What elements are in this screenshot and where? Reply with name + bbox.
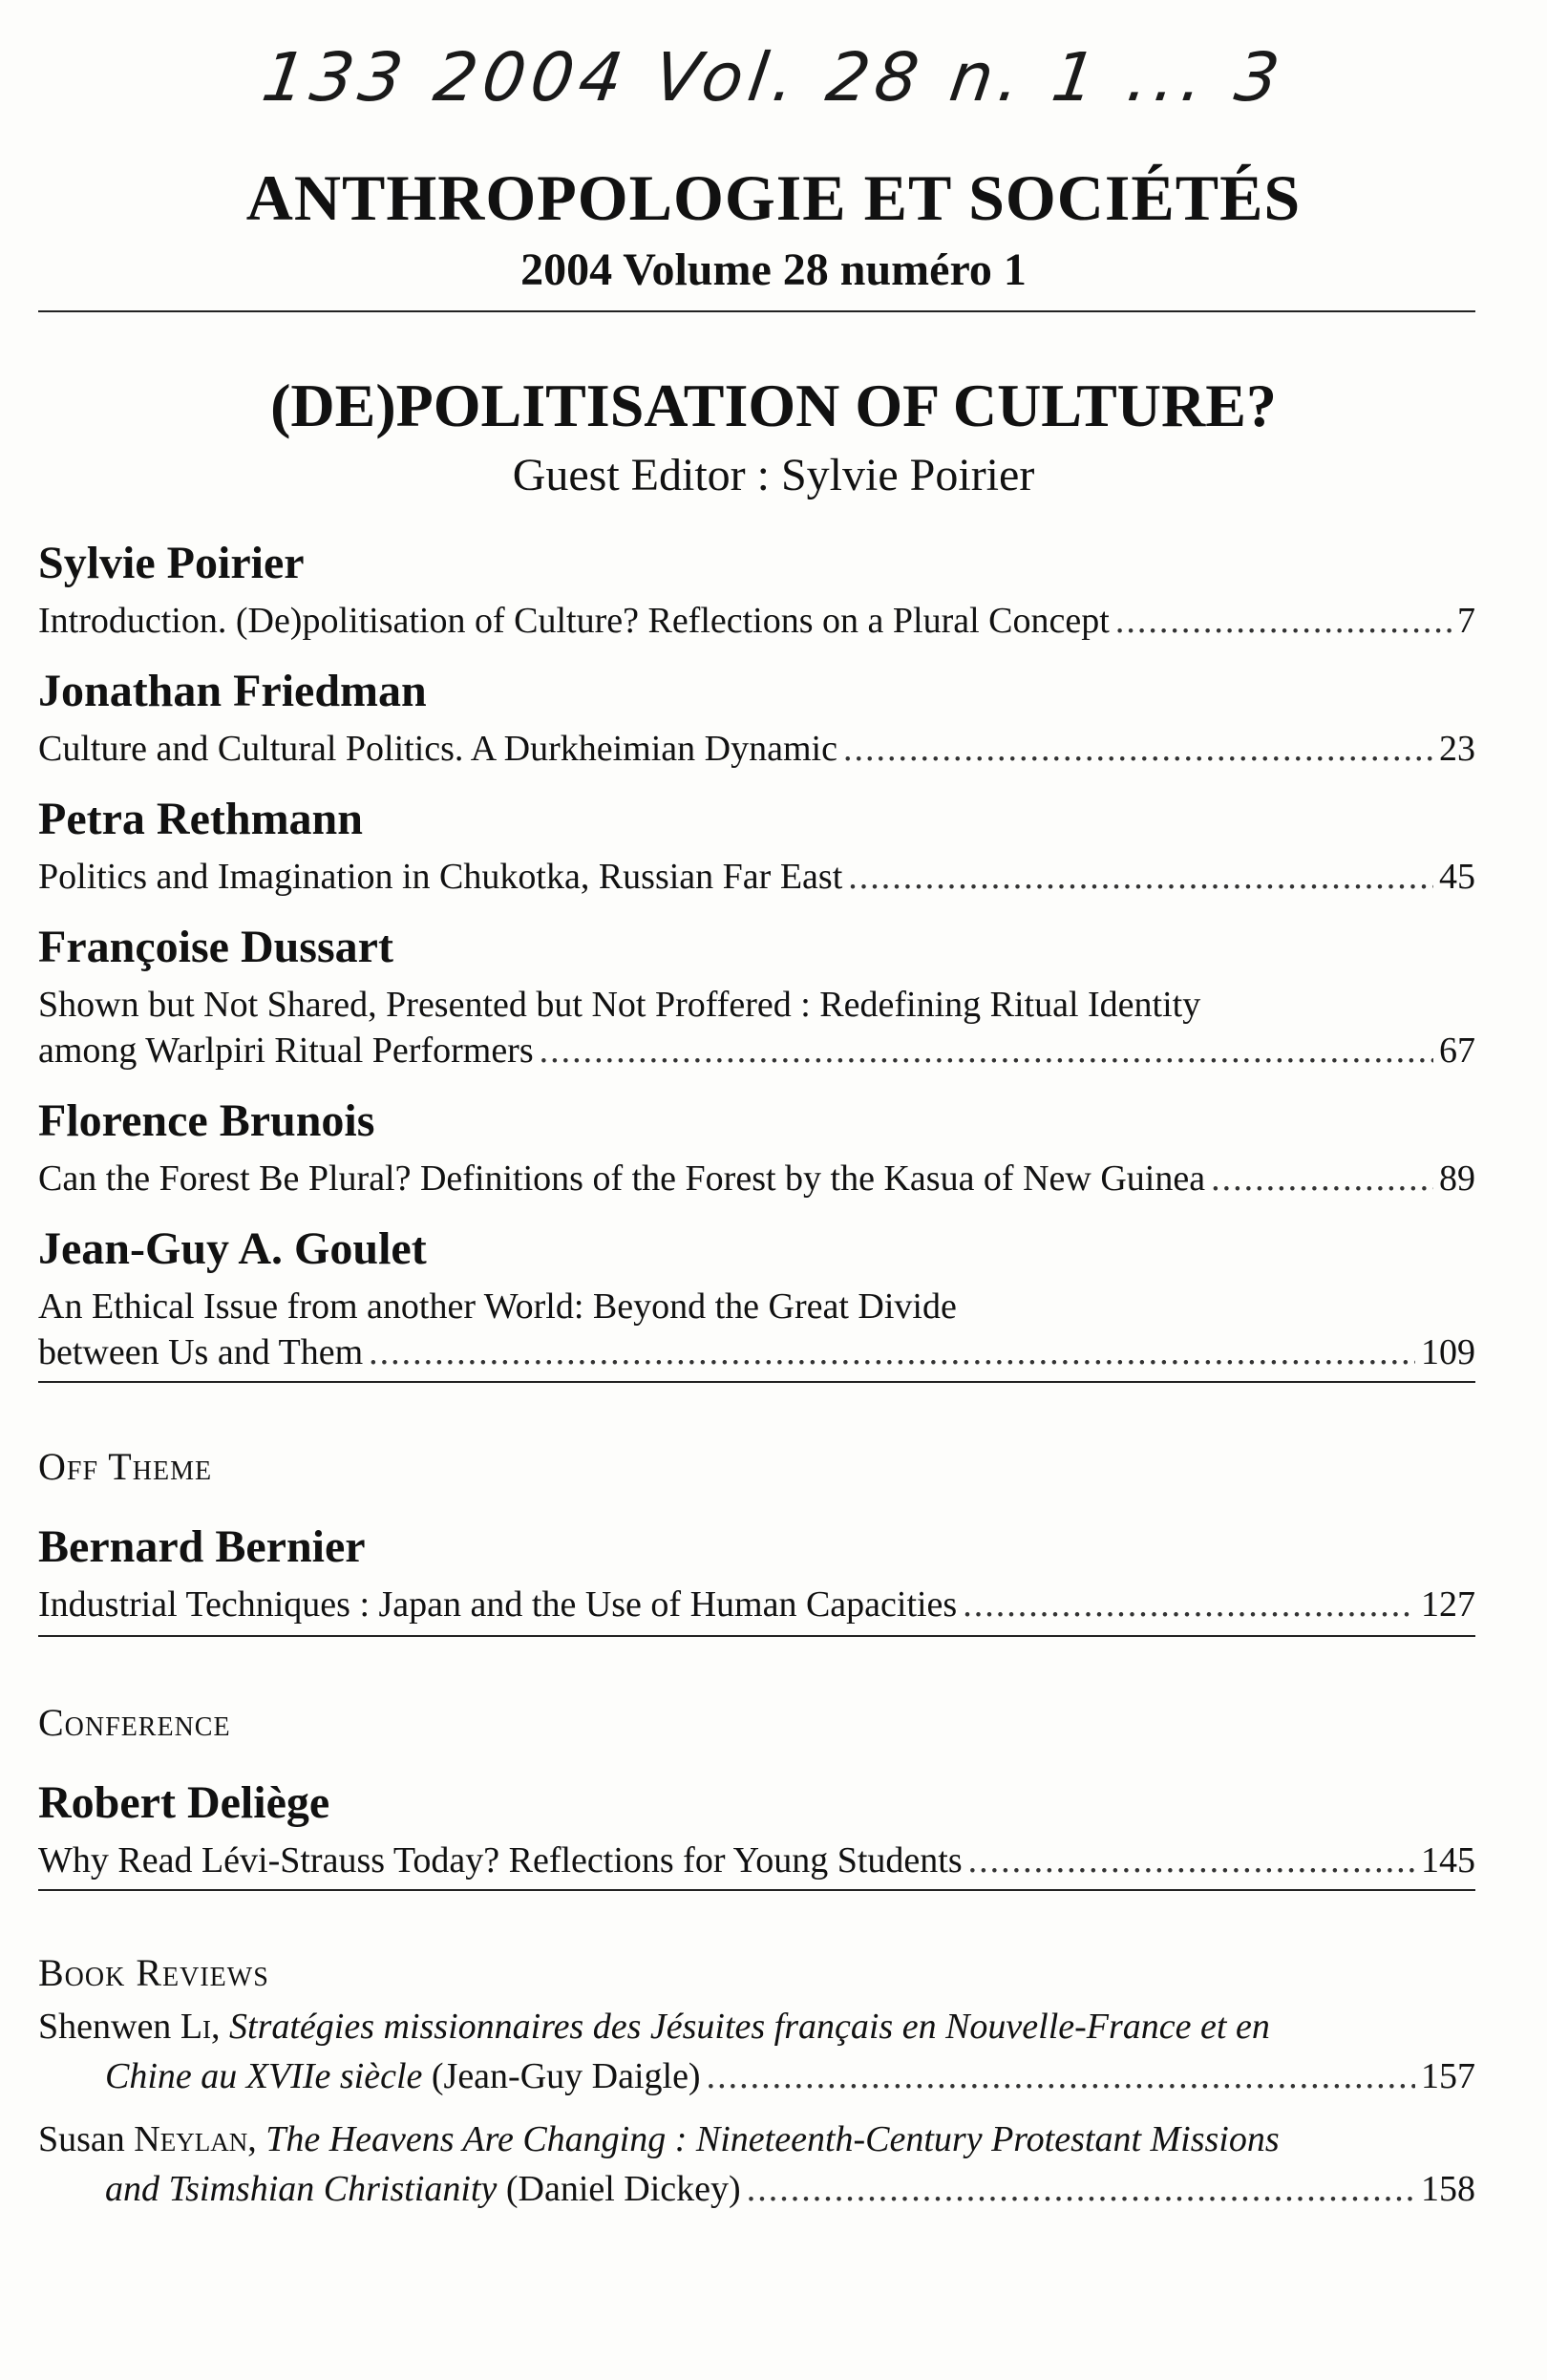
entry-title: among Warlpiri Ritual Performers [38, 1031, 534, 1071]
review-entry-line: Susan Neylan, The Heavens Are Changing : Nineteenth-Century Protestant Missions [38, 2119, 1280, 2159]
dot-leader [1211, 1158, 1433, 1200]
article-author: Jean-Guy A. Goulet [38, 1223, 427, 1274]
toc-entry[interactable] [38, 1030, 1475, 1072]
page-number: 7 [1457, 601, 1475, 641]
section-divider [38, 1381, 1475, 1383]
page-number: 23 [1439, 729, 1475, 769]
review-author-last: Neylan [134, 2119, 248, 2159]
reviewer: (Jean-Guy Daigle) [431, 2056, 701, 2096]
review-author-first: Susan [38, 2119, 125, 2159]
dot-leader [963, 1583, 1415, 1626]
entry-title: Introduction. (De)politisation of Culture? Reflections on a Plural Concept [38, 601, 1110, 641]
toc-entry[interactable] [105, 2055, 1475, 2097]
entry-title: between Us and Them [38, 1332, 364, 1372]
toc-entry[interactable] [105, 2168, 1475, 2210]
toc-entry[interactable] [38, 856, 1475, 898]
issue-line: 2004 Volume 28 numéro 1 [520, 244, 1027, 295]
toc-entry[interactable] [38, 600, 1475, 642]
reviewer: (Daniel Dickey) [505, 2169, 741, 2209]
review-book-title: Stratégies missionnaires des Jésuites français en Nouvelle-France et en [229, 2007, 1270, 2047]
article-author: Florence Brunois [38, 1095, 375, 1146]
article-author: Robert Deliège [38, 1777, 330, 1828]
entry-title: Why Read Lévi-Strauss Today? Reflections for Young Students [38, 1840, 963, 1881]
section-heading-book-reviews: Book Reviews [38, 1951, 269, 1994]
article-author: Sylvie Poirier [38, 538, 305, 588]
dot-leader [1115, 600, 1452, 642]
page-number: 89 [1439, 1158, 1475, 1199]
article-author: Françoise Dussart [38, 922, 393, 972]
page-number: 109 [1421, 1332, 1475, 1372]
toc-entry[interactable] [38, 1158, 1475, 1200]
page-number: 67 [1439, 1031, 1475, 1071]
theme-title: (DE)POLITISATION OF CULTURE? [270, 372, 1277, 439]
toc-entry[interactable] [38, 1331, 1475, 1373]
review-author-last: Li [180, 2007, 212, 2047]
journal-title: ANTHROPOLOGIE ET SOCIÉTÉS [245, 161, 1302, 234]
review-book-title-cont: Chine au XVIIe siècle [105, 2056, 423, 2096]
review-book-title: The Heavens Are Changing : Nineteenth-Century Protestant Missions [265, 2119, 1280, 2159]
entry-title: Culture and Cultural Politics. A Durkheimian Dynamic [38, 729, 837, 769]
entry-title-line: Shown but Not Shared, Presented but Not Proffered : Redefining Ritual Identity [38, 985, 1201, 1025]
header-divider [38, 310, 1475, 312]
dot-leader [747, 2168, 1415, 2210]
entry-title [105, 2168, 741, 2210]
page-number: 45 [1439, 857, 1475, 897]
article-author: Jonathan Friedman [38, 666, 427, 716]
review-author-first: Shenwen [38, 2007, 172, 2047]
dot-leader [843, 728, 1433, 770]
article-author: Petra Rethmann [38, 794, 363, 844]
dot-leader [707, 2055, 1415, 2097]
entry-title [105, 2055, 701, 2097]
section-heading-conference: Conference [38, 1701, 231, 1744]
page-number: 145 [1421, 1840, 1475, 1881]
page-number: 127 [1421, 1584, 1475, 1625]
page-number: 158 [1421, 2169, 1475, 2209]
entry-title: Politics and Imagination in Chukotka, Russian Far East [38, 857, 843, 897]
section-heading-off-theme: Off Theme [38, 1445, 213, 1488]
entry-title: Can the Forest Be Plural? Definitions of the Forest by the Kasua of New Guinea [38, 1158, 1206, 1199]
entry-title-line: An Ethical Issue from another World: Beyond the Great Divide [38, 1286, 957, 1327]
toc-entry[interactable] [38, 728, 1475, 770]
section-divider [38, 1635, 1475, 1637]
page-number: 157 [1421, 2056, 1475, 2096]
review-book-title-cont: and Tsimshian Christianity [105, 2169, 498, 2209]
dot-leader [848, 856, 1433, 898]
dot-leader [968, 1839, 1415, 1881]
handwritten-note: 133 2004 Vol. 28 n. 1 ... 3 [257, 38, 1290, 117]
toc-entry[interactable] [38, 1583, 1475, 1626]
toc-entry[interactable] [38, 1839, 1475, 1881]
section-divider [38, 1889, 1475, 1891]
entry-title: Industrial Techniques : Japan and the Use of Human Capacities [38, 1584, 958, 1625]
dot-leader [369, 1331, 1415, 1373]
guest-editor-line: Guest Editor : Sylvie Poirier [512, 450, 1035, 500]
dot-leader [540, 1030, 1433, 1072]
review-entry-line: Shenwen Li, Stratégies missionnaires des Jésuites français en Nouvelle-France et en [38, 2007, 1270, 2047]
article-author: Bernard Bernier [38, 1521, 366, 1572]
